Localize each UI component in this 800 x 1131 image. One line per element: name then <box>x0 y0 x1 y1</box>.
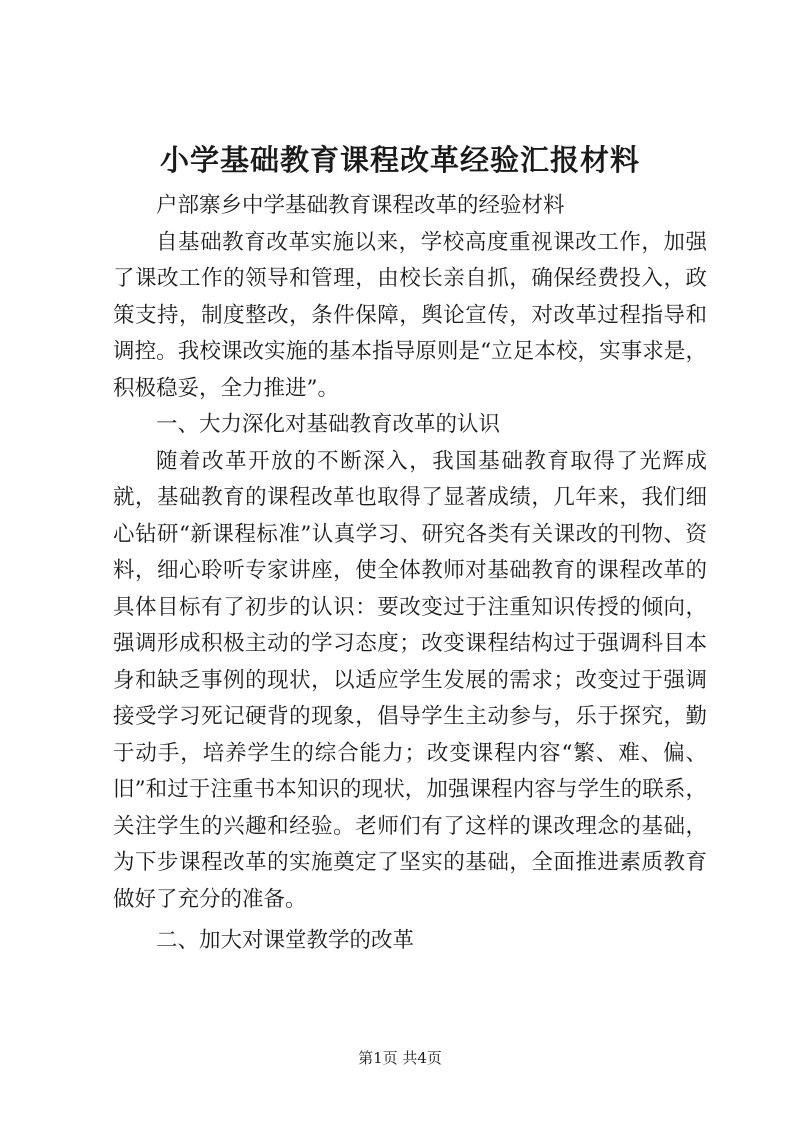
paragraph-intro: 自基础教育改革实施以来，学校高度重视课改工作，加强了课改工作的领导和管理，由校长亲自抓，确保经费投入，政策支持，制度整改，条件保障，舆论宣传，对改革过程指导和调控。我校课改实施的基本指导原则是“立足本校，实事求是，积极稳妥，全力推进”。 <box>113 229 707 401</box>
section-heading-1: 一、大力深化对基础教育改革的认识 <box>156 412 501 437</box>
document-body <box>113 188 707 960</box>
page-footer: 第1页 共4页 <box>358 1049 442 1067</box>
section-heading-2: 二、加大对课堂教学的改革 <box>156 928 415 953</box>
document-title: 小学基础教育课程改革经验汇报材料 <box>159 143 640 177</box>
paragraph-subtitle: 户部寨乡中学基础教育课程改革的经验材料 <box>156 193 565 218</box>
paragraph-section-1: 随着改革开放的不断深入，我国基础教育取得了光辉成就，基础教育的课程改革也取得了显著成绩，几年来，我们细心钻研“新课程标准”认真学习、研究各类有关课改的刊物、资料，细心聆听专家讲座，使全体教师对基础教育的课程改革的具体目标有了初步的认识：要改变过于注重知识传授的倾向，强调形成积极主动的学习态度；改变课程结构过于强调科目本身和缺乏事例的现状，以适应学生发展的需求；改变过于强调接受学习死记硬背的现象，倡导学生主动参与，乐于探究，勤于动手，培养学生的综合能力；改变课程内容“繁、难、偏、旧”和过于注重书本知识的现状，加强课程内容与学生的联系，关注学生的兴趣和经验。老师们有了这样的课改理念的基础，为下步课程改革的实施奠定了坚实的基础，全面推进素质教育做好了充分的准备。 <box>113 448 707 912</box>
